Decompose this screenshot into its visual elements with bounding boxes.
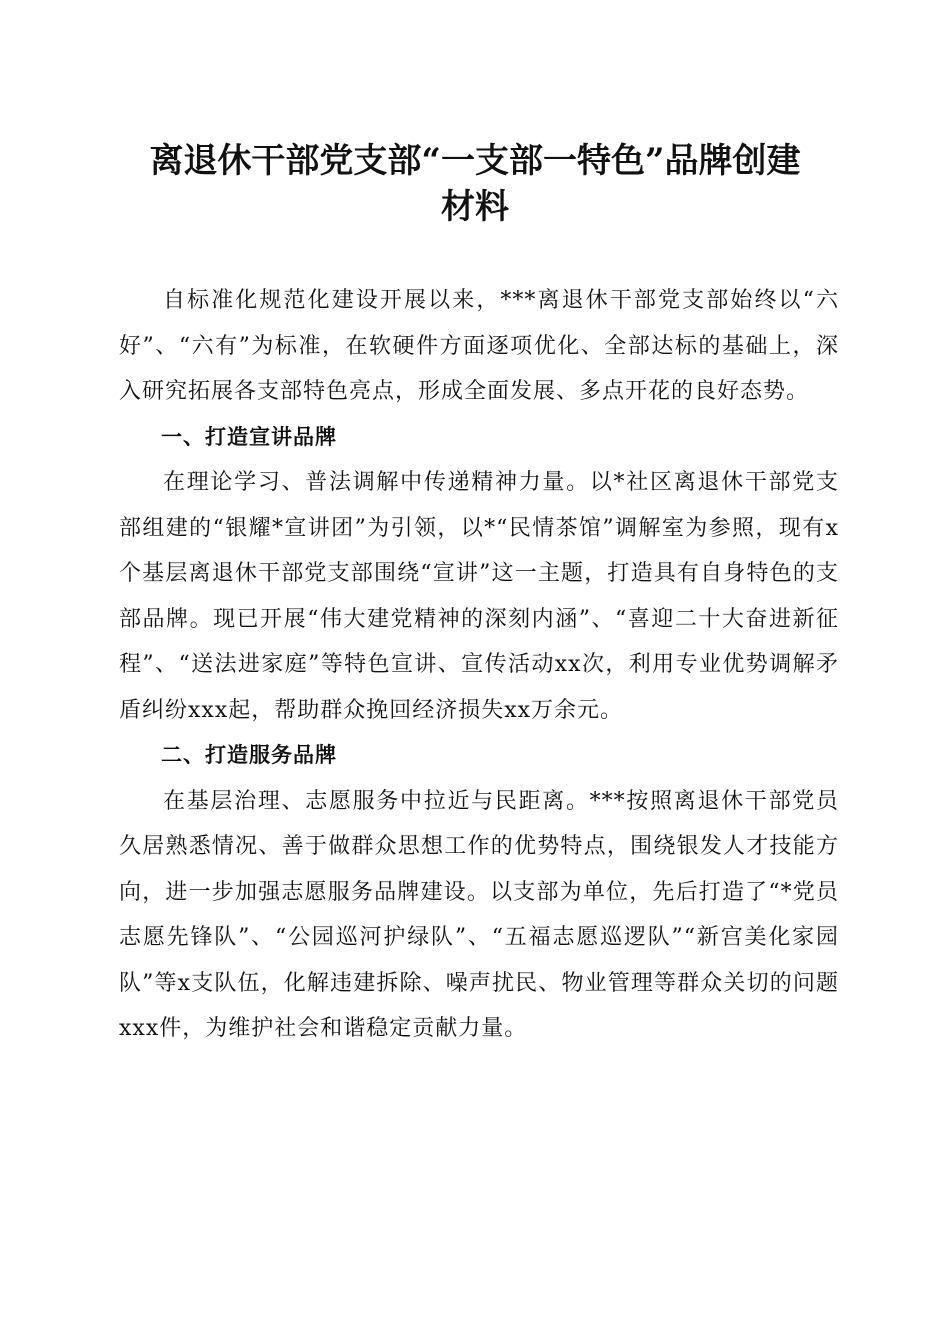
section-1-heading: 一、打造宣讲品牌: [161, 424, 337, 449]
section-2-paragraph: 在基层治理、志愿服务中拉近与民距离。***按照离退休干部党员久居熟悉情况、善于做群众思想工作的优势特点，围绕银发人才技能方向，进一步加强志愿服务品牌建设。以支部为单位，先后打造了“*党员志愿先锋队”、“公园巡河护绿队”、“五福志愿巡逻队”“新宫美化家园队”等x支队伍，化解违建拆除、噪声扰民、物业管理等群众关切的问题xxx件，为维护社会和谐稳定贡献力量。: [119, 788, 839, 1041]
section-1-paragraph: 在理论学习、普法调解中传递精神力量。以*社区离退休干部党支部组建的“银耀*宣讲团”为引领，以*“民情茶馆”调解室为参照，现有x个基层离退休干部党支部围绕“宣讲”这一主题，打造具有自身特色的支部品牌。现已开展“伟大建党精神的深刻内涵”、“喜迎二十大奋进新征程”、“送法进家庭”等特色宣讲、宣传活动xx次，利用专业优势调解矛盾纠纷xxx起，帮助群众挽回经济损失xx万余元。: [119, 470, 839, 723]
intro-paragraph: 自标准化规范化建设开展以来，***离退休干部党支部始终以“六好”、“六有”为标准，在软硬件方面逐项优化、全部达标的基础上，深入研究拓展各支部特色亮点，形成全面发展、多点开花的良好态势。: [119, 288, 839, 404]
document-title: [100, 138, 850, 230]
document-title-line-2: 材料: [441, 187, 509, 227]
document-body: [119, 278, 839, 1052]
document-title-line-1: 离退休干部党支部“一支部一特色”品牌创建: [149, 141, 801, 181]
section-2-heading: 二、打造服务品牌: [161, 743, 337, 767]
